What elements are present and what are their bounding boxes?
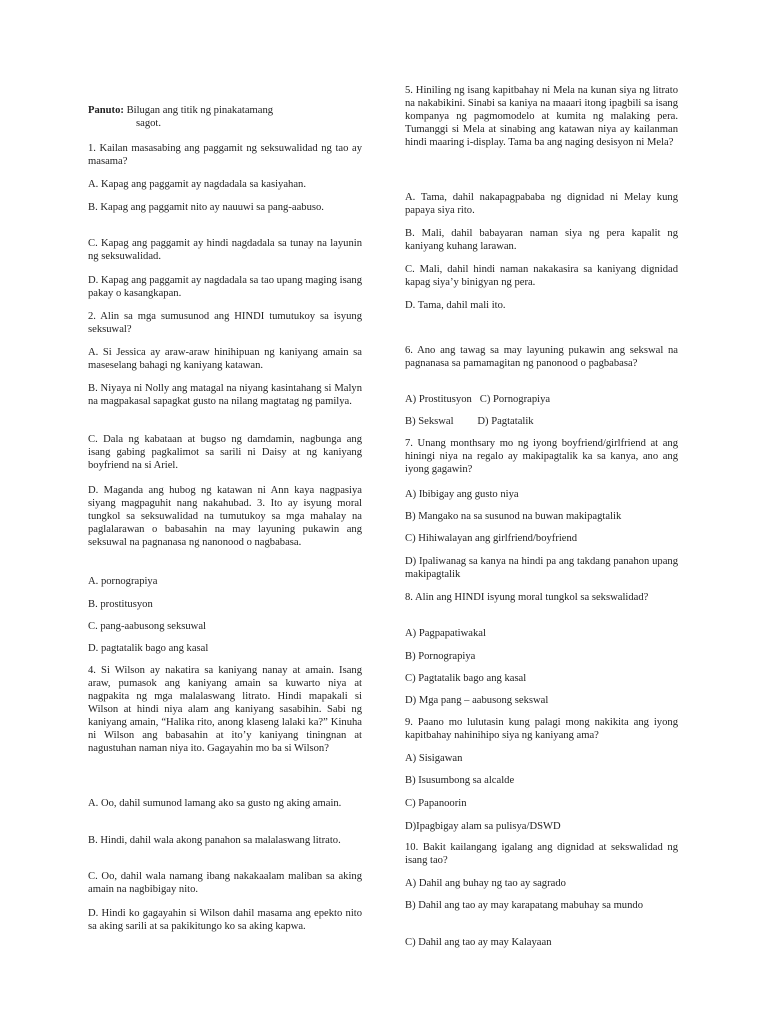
q5-option-d: D. Tama, dahil mali ito.	[405, 300, 506, 311]
q7-option-d: D) Ipaliwanag sa kanya na hindi pa ang takdang panahon upang makipagtalik	[405, 556, 678, 580]
q8-option-b: B) Pornograpiya	[405, 651, 476, 662]
q9-option-b: B) Isusumbong sa alcalde	[405, 775, 515, 786]
q3-option-a: A. pornograpiya	[88, 576, 158, 587]
q4-option-b: B. Hindi, dahil wala akong panahon sa malalaswang litrato.	[88, 835, 341, 846]
q4-option-a: A. Oo, dahil sumunod lamang ako sa gusto ng aking amain.	[88, 798, 342, 809]
instructions	[88, 104, 362, 130]
q3-option-d: D. pagtatalik bago ang kasal	[88, 643, 209, 654]
q4-option-c: C. Oo, dahil wala namang ibang nakakaalam maliban sa aking amain na nagbibigay nito.	[88, 871, 362, 895]
q2-option-c: C. Dala ng kabataan at bugso ng damdamin, nagbunga ang isang gabing pagkalimot sa sarili ni Daisy at ng kaniyang boyfriend na si Ariel.	[88, 434, 362, 471]
q7-option-c: C) Hihiwalayan ang girlfriend/boyfriend	[405, 533, 578, 544]
question-8: 8. Alin ang HINDI isyung moral tungkol sa sekswalidad?	[405, 592, 649, 603]
q10-option-a: A) Dahil ang buhay ng tao ay sagrado	[405, 878, 566, 889]
question-1: 1. Kailan masasabing ang paggamit ng seksuwalidad ng tao ay masama?	[88, 143, 362, 167]
q6-options-a-c: A) Prostitusyon C) Pornograpiya	[405, 394, 551, 405]
q1-option-c: C. Kapag ang paggamit ay hindi nagdadala sa tunay na layunin ng seksuwalidad.	[88, 238, 362, 262]
q8-option-a: A) Pagpapatiwakal	[405, 628, 486, 639]
question-5: 5. Hiniling ng isang kapitbahay ni Mela na kunan siya ng litrato na nakabikini. Sinabi sa kaniya na maaari itong ipagbili sa isang kompanya ng pagmomodelo at kumita ng malaking pera. Tumanggi si Mela at sinabing ang katawan niya ay kailanman hindi maaring i-display. Tama ba ang naging desisyon ni Mela?	[405, 85, 678, 148]
q9-option-c: C) Papanoorin	[405, 798, 467, 809]
q8-option-d: D) Mga pang – aabusong sekswal	[405, 695, 549, 706]
q5-option-a: A. Tama, dahil nakapagpababa ng dignidad ni Melay kung papaya siya rito.	[405, 192, 678, 216]
q5-option-c: C. Mali, dahil hindi naman nakakasira sa kaniyang dignidad kapag siya’y binigyan ng pera.	[405, 264, 678, 288]
q7-option-b: B) Mangako na sa susunod na buwan makipagtalik	[405, 511, 622, 522]
q4-option-d: D. Hindi ko gagayahin si Wilson dahil masama ang epekto nito sa aking sarili at sa pakikitungo ko sa aking kapwa.	[88, 908, 362, 932]
q9-option-d: D)Ipagbigay alam sa pulisya/DSWD	[405, 821, 561, 832]
question-7: 7. Unang monthsary mo ng iyong boyfriend/girlfriend at ang hiningi niya na regalo ay makipagtalik ka sa kanya, ano ang iyong gagawin?	[405, 438, 678, 475]
instructions-line2: sagot.	[136, 118, 162, 129]
question-2: 2. Alin sa mga sumusunod ang HINDI tumutukoy sa isyung seksuwal?	[88, 311, 362, 335]
q10-option-b: B) Dahil ang tao ay may karapatang mabuhay sa mundo	[405, 900, 643, 911]
instructions-label: Panuto:	[88, 105, 124, 116]
q2-option-a: A. Si Jessica ay araw-araw hinihipuan ng kaniyang amain sa maseselang bahagi ng kaniyang katawan.	[88, 347, 362, 371]
q9-option-a: A) Sisigawan	[405, 753, 463, 764]
q6-options-b-d: B) Sekswal D) Pagtatalik	[405, 416, 534, 427]
question-4: 4. Si Wilson ay nakatira sa kaniyang nanay at amain. Isang araw, pumasok ang kaniyang amain sa kuwarto niya at nagpakita ng mga malalaswang litrato. Hindi mapakali si Wilson at hindi niya alam ang kaniyang sasabihin. Sabi ng kaniyang amain, “Halika rito, anong klaseng lalaki ka?” Kinuha ni Wilson ang babasahin at ito’y kaniyang tiningnan at nagustuhan naman niya ito. Gagayahin mo ba si Wilson?	[88, 665, 362, 754]
q2-option-b: B. Niyaya ni Nolly ang matagal na niyang kasintahang si Malyn na magpakasal sapagkat gusto na nilang magtatag ng pamilya.	[88, 383, 362, 407]
q5-option-b: B. Mali, dahil babayaran naman siya ng pera kapalit ng kaniyang kuhang larawan.	[405, 228, 678, 252]
q1-option-a: A. Kapag ang paggamit ay nagdadala sa kasiyahan.	[88, 179, 306, 190]
instructions-line1: Bilugan ang titik ng pinakatamang	[126, 105, 274, 116]
q3-option-c: C. pang-aabusong seksuwal	[88, 621, 206, 632]
q2-option-d-and-question-3: D. Maganda ang hubog ng katawan ni Ann kaya nagpasiya siyang magpaguhit nang nakahubad. 3. Ito ay isyung moral tungkol sa seksuwalidad na tumutukoy sa mga mahalay na paglalarawan o babasahin na may layuning pukawin ang seksuwal na pagnanasa ng nanonood o nagbabasa.	[88, 485, 362, 548]
question-9: 9. Paano mo lulutasin kung palagi mong nakikita ang iyong kapitbahay nahinihipo siya ng kaniyang ama?	[405, 717, 678, 741]
q10-option-c: C) Dahil ang tao ay may Kalayaan	[405, 937, 552, 948]
question-6: 6. Ano ang tawag sa may layuning pukawin ang sekswal na pagnanasa sa pamamagitan ng panonood o pagbabasa?	[405, 345, 678, 369]
q7-option-a: A) Ibibigay ang gusto niya	[405, 489, 519, 500]
question-10: 10. Bakit kailangang igalang ang dignidad at sekswalidad ng isang tao?	[405, 842, 678, 866]
q1-option-d: D. Kapag ang paggamit ay nagdadala sa tao upang maging isang pakay o kasangkapan.	[88, 275, 362, 299]
q8-option-c: C) Pagtatalik bago ang kasal	[405, 673, 527, 684]
q1-option-b: B. Kapag ang paggamit nito ay nauuwi sa pang-aabuso.	[88, 202, 324, 213]
q3-option-b: B. prostitusyon	[88, 599, 153, 610]
